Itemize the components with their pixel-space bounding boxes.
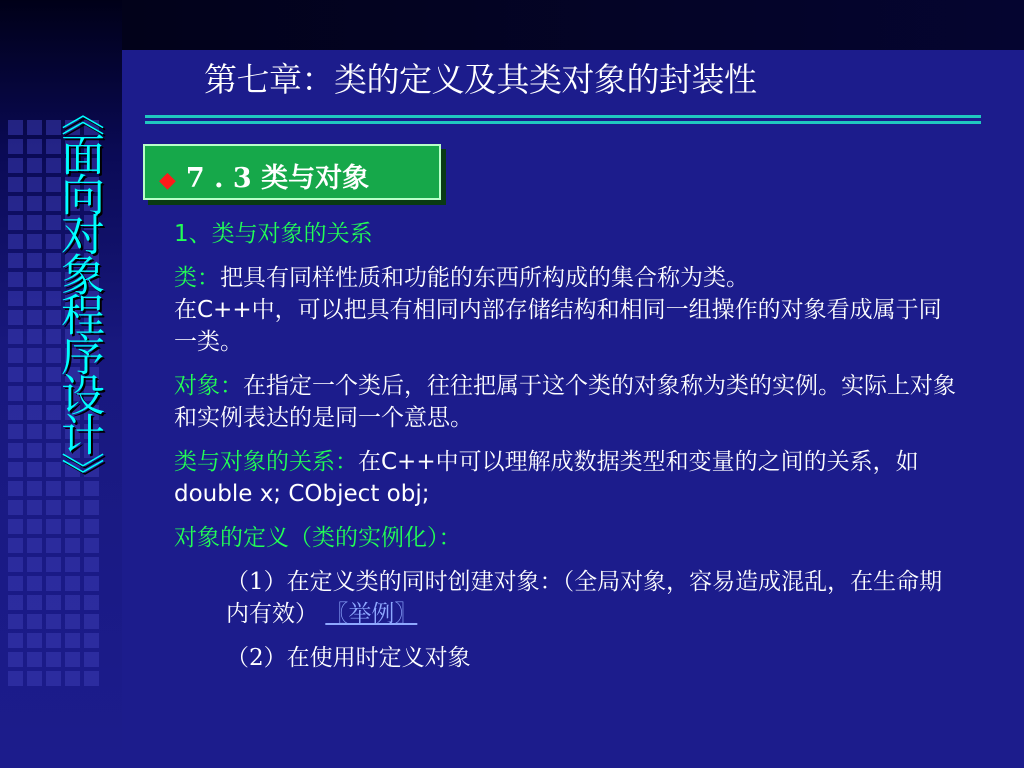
list-item-1: [174, 566, 964, 630]
decorative-square: [8, 405, 23, 420]
decorative-square: [8, 595, 23, 610]
decorative-square: [8, 424, 23, 439]
decorative-square: [8, 272, 23, 287]
decorative-square: [65, 519, 80, 534]
decorative-square: [8, 120, 23, 135]
decorative-square: [84, 652, 99, 667]
decorative-square: [84, 519, 99, 534]
decorative-square: [8, 234, 23, 249]
decorative-square: [8, 310, 23, 325]
example-link[interactable]: 〖举例〗: [325, 601, 418, 627]
decorative-square: [27, 348, 42, 363]
object-definition-heading: 对象的定义（类的实例化）：: [174, 525, 462, 551]
decorative-square: [27, 595, 42, 610]
decorative-square: [46, 500, 61, 515]
decorative-square: [27, 633, 42, 648]
object-def-text: 在指定一个类后，往往把属于这个类的对象称为类的实例。实际上对象和实例表达的是同一个意思。: [174, 373, 956, 431]
decorative-square: [8, 196, 23, 211]
decorative-square: [46, 538, 61, 553]
decorative-square: [27, 671, 42, 686]
decorative-square: [27, 234, 42, 249]
decorative-square: [27, 367, 42, 382]
decorative-square: [46, 671, 61, 686]
slide-body: [174, 218, 964, 686]
decorative-square: [27, 386, 42, 401]
decorative-square: [8, 253, 23, 268]
decorative-square: [8, 348, 23, 363]
decorative-square: [27, 576, 42, 591]
decorative-square: [27, 652, 42, 667]
decorative-square: [8, 576, 23, 591]
title-underline-bottom: [145, 121, 981, 124]
relation-def-text: 在C++中可以理解成数据类型和变量的之间的关系，如 double x; CObject obj;: [174, 449, 919, 507]
top-decorative-band: [122, 0, 1024, 50]
decorative-square: [46, 614, 61, 629]
list-item-1-text: （1）在定义类的同时创建对象：（全局对象，容易造成混乱，在生命期内有效）: [226, 569, 943, 627]
decorative-square: [8, 500, 23, 515]
object-definition: [174, 370, 964, 434]
decorative-square: [27, 139, 42, 154]
decorative-square: [27, 519, 42, 534]
subsection-heading: 1、类与对象的关系: [174, 221, 373, 247]
class-definition: [174, 262, 964, 358]
decorative-square: [27, 158, 42, 173]
decorative-square: [8, 538, 23, 553]
decorative-square: [65, 614, 80, 629]
decorative-square: [65, 633, 80, 648]
decorative-square: [8, 329, 23, 344]
course-title-vertical: 《面向对象程序设计》: [53, 92, 104, 492]
title-underline-top: [145, 115, 981, 118]
decorative-square: [84, 500, 99, 515]
decorative-square: [46, 557, 61, 572]
decorative-square: [27, 177, 42, 192]
decorative-square: [84, 595, 99, 610]
decorative-square: [27, 253, 42, 268]
list-item-2: （2）在使用时定义对象: [226, 645, 471, 671]
decorative-square: [8, 367, 23, 382]
decorative-square: [8, 158, 23, 173]
relation-term: 类与对象的关系：: [174, 449, 358, 475]
decorative-square: [46, 633, 61, 648]
decorative-square: [65, 576, 80, 591]
decorative-square: [8, 557, 23, 572]
decorative-square: [27, 481, 42, 496]
decorative-square: [84, 538, 99, 553]
class-def-line-2: 在C++中，可以把具有相同内部存储结构和相同一组操作的对象看成属于同一类。: [174, 297, 942, 355]
decorative-square: [84, 614, 99, 629]
decorative-square: [27, 500, 42, 515]
decorative-square: [27, 424, 42, 439]
decorative-square: [27, 310, 42, 325]
section-header-box: [143, 144, 441, 200]
class-term: 类：: [174, 265, 220, 291]
decorative-square: [27, 462, 42, 477]
decorative-square: [84, 633, 99, 648]
decorative-square: [8, 481, 23, 496]
decorative-square: [8, 177, 23, 192]
decorative-square: [8, 671, 23, 686]
class-def-line-1: 把具有同样性质和功能的东西所构成的集合称为类。: [220, 265, 749, 291]
decorative-square: [65, 500, 80, 515]
decorative-square: [8, 462, 23, 477]
decorative-square: [27, 405, 42, 420]
decorative-square: [27, 443, 42, 458]
decorative-square: [27, 272, 42, 287]
decorative-square: [8, 139, 23, 154]
decorative-square: [84, 557, 99, 572]
decorative-square: [27, 538, 42, 553]
decorative-square: [84, 671, 99, 686]
object-term: 对象：: [174, 373, 243, 399]
decorative-square: [27, 215, 42, 230]
decorative-square: [65, 557, 80, 572]
decorative-square: [27, 196, 42, 211]
decorative-square: [27, 614, 42, 629]
decorative-square: [8, 386, 23, 401]
decorative-square: [46, 652, 61, 667]
section-label: 7 . 3 类与对象: [185, 163, 370, 194]
decorative-square: [27, 291, 42, 306]
decorative-square: [8, 652, 23, 667]
chapter-title: 第七章：类的定义及其类对象的封装性: [204, 60, 757, 99]
decorative-square: [84, 576, 99, 591]
decorative-square: [8, 519, 23, 534]
decorative-square: [46, 576, 61, 591]
decorative-square: [8, 291, 23, 306]
decorative-square: [8, 443, 23, 458]
decorative-square: [27, 120, 42, 135]
decorative-square: [8, 215, 23, 230]
decorative-square: [65, 671, 80, 686]
relation-definition: [174, 446, 964, 510]
decorative-square: [46, 595, 61, 610]
decorative-square: [46, 519, 61, 534]
decorative-square: [8, 633, 23, 648]
decorative-square: [65, 538, 80, 553]
decorative-square: [27, 557, 42, 572]
diamond-bullet-icon: ◆: [159, 167, 176, 193]
decorative-square: [65, 595, 80, 610]
decorative-square: [27, 329, 42, 344]
decorative-square: [65, 652, 80, 667]
decorative-square: [8, 614, 23, 629]
